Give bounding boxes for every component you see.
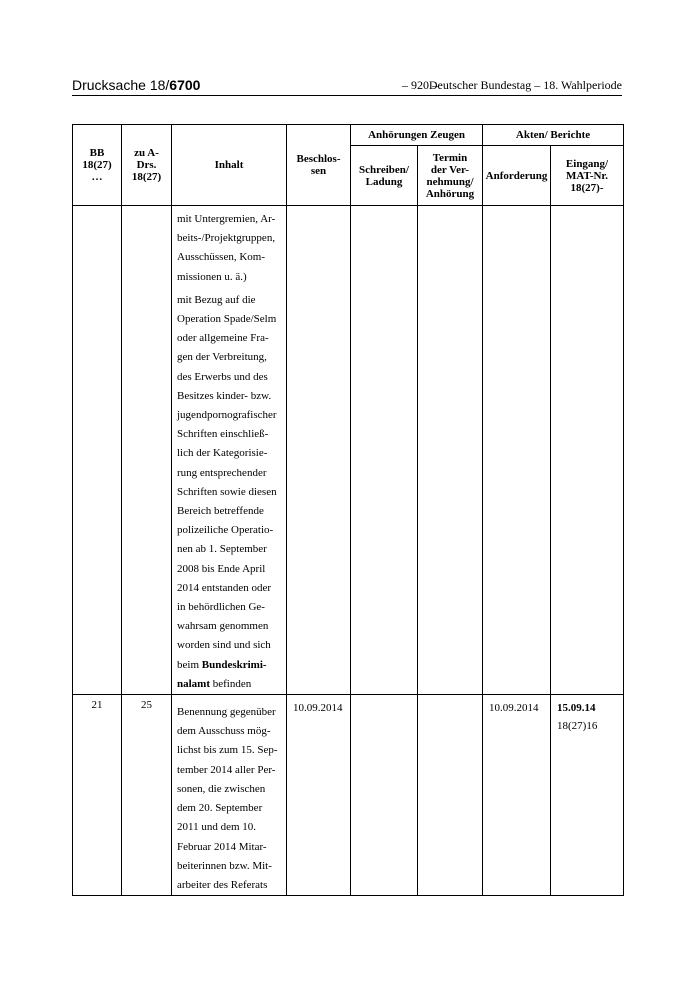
header-schreiben: Schreiben/ Ladung	[351, 146, 418, 206]
cell-beschlossen: 10.09.2014	[287, 695, 351, 896]
document-number: Drucksache 18/6700	[72, 77, 201, 93]
evidence-table	[72, 124, 624, 896]
header-anforderung: Anforderung	[483, 146, 551, 206]
cell-anforderung: 10.09.2014	[483, 695, 551, 896]
cell-eingang: 15.09.14 18(27)16	[551, 695, 624, 896]
cell-bb: 21	[73, 695, 122, 896]
header-inhalt: Inhalt	[172, 125, 287, 206]
table-row	[73, 695, 624, 896]
header-akten: Akten/ Berichte	[483, 125, 624, 146]
cell-zu	[122, 206, 172, 695]
header-anhoerungen: Anhörungen Zeugen	[351, 125, 483, 146]
header-eingang: Eingang/ MAT-Nr. 18(27)-	[551, 146, 624, 206]
header-beschlossen: Beschlos- sen	[287, 125, 351, 206]
header-zu-a-drs: zu A- Drs. 18(27)	[122, 125, 172, 206]
table-row	[73, 206, 624, 695]
cell-inhalt: Benennung gegenüber dem Ausschuss mög- lichst bis zum 15. Sep- tember 2014 aller Per- sonen, die zwischen dem 20. September 2011 und dem 10. Februar 2014 Mitar- beiterinnen bzw. Mit- arbeiter des Referats	[172, 695, 287, 896]
page-header	[72, 77, 622, 96]
parliament-period: Deutscher Bundestag – 18. Wahlperiode	[428, 78, 622, 92]
header-bb: BB 18(27) …	[73, 125, 122, 206]
page-number: – 920 –	[402, 78, 438, 92]
header-termin: Termin der Ver- nehmung/ Anhörung	[418, 146, 483, 206]
cell-inhalt: mit Untergremien, Ar- beits-/Projektgruppen, Ausschüssen, Kom- missionen u. ä.) mit Bezug auf die Operation Spade/Selm oder allgemeine Fra- gen der Verbreitung, des Erwerbs und des Besitzes kinder- bzw. jugendpornografischer Schriften einschließ- lich der Kategorisie- rung entsprechender Schriften sowie diesen Bereich betreffende polizeiliche Operatio- nen ab 1. September 2008 bis Ende April 2014 entstanden oder in behördlichen Ge- wahrsam genommen worden sind und sich beim Bundeskrimi- nalamt befinden	[172, 206, 287, 695]
cell-bb	[73, 206, 122, 695]
cell-zu: 25	[122, 695, 172, 896]
